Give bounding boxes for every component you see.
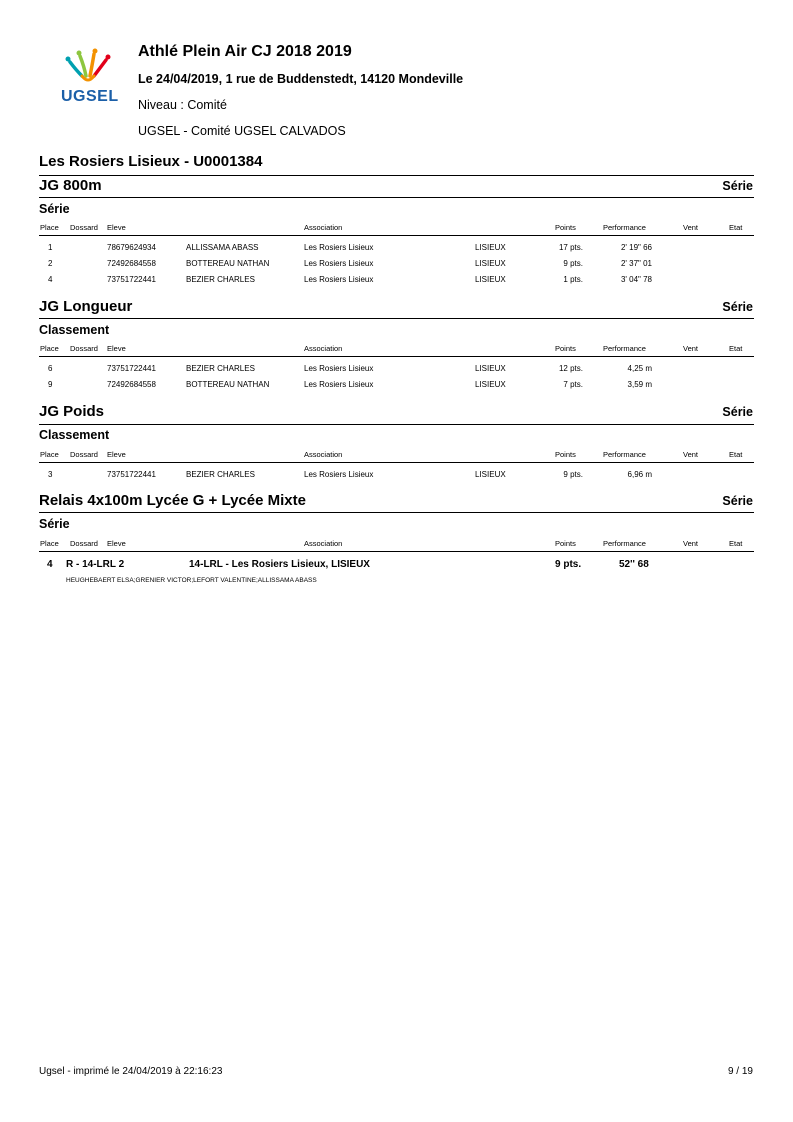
col-performance: Performance: [603, 450, 646, 459]
col-place: Place: [40, 344, 59, 353]
club-title: Les Rosiers Lisieux - U0001384: [39, 153, 263, 170]
cell-performance: 2' 19" 66: [620, 243, 652, 252]
cell-city: LISIEUX: [475, 470, 506, 479]
relay-members: HEUGHEBAERT ELSA;GRENIER VICTOR;LEFORT VALENTINE;ALLISSAMA ABASS: [66, 577, 317, 584]
cell-eleve: BEZIER CHARLES: [186, 470, 255, 479]
col-eleve: Eleve: [107, 223, 126, 232]
relay-place: 4: [47, 559, 53, 570]
event-bottom-rule: [39, 318, 754, 319]
relay-performance: 52'' 68: [619, 559, 649, 570]
cell-place: 2: [48, 259, 53, 268]
cell-association: Les Rosiers Lisieux: [304, 364, 374, 373]
col-dossard: Dossard: [70, 450, 98, 459]
cell-city: LISIEUX: [475, 243, 506, 252]
event-title: JG Longueur: [39, 298, 133, 315]
cell-association: Les Rosiers Lisieux: [304, 380, 374, 389]
col-performance: Performance: [603, 344, 646, 353]
document-subtitle: Le 24/04/2019, 1 rue de Buddenstedt, 14120 Mondeville: [138, 72, 464, 86]
col-association: Association: [304, 344, 343, 353]
cell-place: 9: [48, 380, 53, 389]
cell-place: 6: [48, 364, 53, 373]
col-place: Place: [40, 539, 59, 548]
event-bottom-rule: [39, 197, 754, 198]
event-type: Série: [722, 179, 753, 193]
logo-text: UGSEL: [61, 88, 119, 105]
cell-performance: 3' 04" 78: [620, 275, 652, 284]
cell-performance: 3,59 m: [627, 380, 652, 389]
event-title: JG Poids: [39, 403, 105, 420]
col-vent: Vent: [683, 344, 699, 353]
cell-dossard: 78679624934: [107, 243, 156, 252]
organizer-label: UGSEL - Comité UGSEL CALVADOS: [138, 124, 346, 138]
cell-dossard: 72492684558: [107, 259, 156, 268]
col-etat: Etat: [729, 223, 743, 232]
table-header-rule: [39, 462, 754, 463]
col-etat: Etat: [729, 450, 743, 459]
relay-points: 9 pts.: [555, 559, 582, 570]
col-points: Points: [555, 344, 576, 353]
table-header-rule: [39, 235, 754, 236]
level-label: Niveau : Comité: [138, 98, 227, 112]
col-dossard: Dossard: [70, 539, 98, 548]
cell-dossard: 73751722441: [107, 275, 156, 284]
cell-association: Les Rosiers Lisieux: [304, 259, 374, 268]
col-points: Points: [555, 539, 576, 548]
cell-points: 9 pts.: [563, 259, 583, 268]
cell-points: 12 pts.: [558, 364, 583, 373]
cell-place: 3: [48, 470, 53, 479]
cell-eleve: BEZIER CHARLES: [186, 275, 255, 284]
event-type: Série: [722, 300, 753, 314]
event-bottom-rule: [39, 424, 754, 425]
col-performance: Performance: [603, 539, 646, 548]
cell-city: LISIEUX: [475, 275, 506, 284]
document-title: Athlé Plein Air CJ 2018 2019: [138, 43, 352, 60]
cell-points: 9 pts.: [563, 470, 583, 479]
relay-club: 14-LRL - Les Rosiers Lisieux, LISIEUX: [189, 559, 370, 570]
col-place: Place: [40, 223, 59, 232]
cell-eleve: BEZIER CHARLES: [186, 364, 255, 373]
cell-dossard: 73751722441: [107, 470, 156, 479]
cell-city: LISIEUX: [475, 259, 506, 268]
cell-association: Les Rosiers Lisieux: [304, 470, 374, 479]
cell-place: 1: [48, 243, 53, 252]
col-association: Association: [304, 539, 343, 548]
cell-association: Les Rosiers Lisieux: [304, 275, 374, 284]
col-vent: Vent: [683, 539, 699, 548]
event-title: JG 800m: [39, 177, 102, 194]
footer-printed: Ugsel - imprimé le 24/04/2019 à 22:16:23: [39, 1066, 223, 1077]
event-subtitle: Série: [39, 517, 70, 531]
cell-place: 4: [48, 275, 53, 284]
col-performance: Performance: [603, 223, 646, 232]
col-points: Points: [555, 450, 576, 459]
cell-city: LISIEUX: [475, 380, 506, 389]
event-type: Série: [722, 405, 753, 419]
cell-performance: 6,96 m: [627, 470, 652, 479]
event-subtitle: Classement: [39, 428, 110, 442]
event-type: Série: [722, 494, 753, 508]
cell-eleve: ALLISSAMA ABASS: [186, 243, 259, 252]
relay-team: R - 14-LRL 2: [66, 559, 125, 570]
cell-city: LISIEUX: [475, 364, 506, 373]
col-etat: Etat: [729, 539, 743, 548]
event-bottom-rule: [39, 512, 754, 513]
cell-dossard: 72492684558: [107, 380, 156, 389]
cell-points: 7 pts.: [563, 380, 583, 389]
col-association: Association: [304, 450, 343, 459]
event-top-rule: [39, 175, 754, 176]
col-vent: Vent: [683, 223, 699, 232]
col-points: Points: [555, 223, 576, 232]
col-place: Place: [40, 450, 59, 459]
col-association: Association: [304, 223, 343, 232]
cell-association: Les Rosiers Lisieux: [304, 243, 374, 252]
cell-dossard: 73751722441: [107, 364, 156, 373]
col-vent: Vent: [683, 450, 699, 459]
cell-performance: 2' 37" 01: [620, 259, 652, 268]
event-subtitle: Classement: [39, 323, 110, 337]
cell-eleve: BOTTEREAU NATHAN: [186, 380, 270, 389]
col-dossard: Dossard: [70, 344, 98, 353]
cell-eleve: BOTTEREAU NATHAN: [186, 259, 270, 268]
event-subtitle: Série: [39, 202, 70, 216]
cell-points: 17 pts.: [558, 243, 583, 252]
page-number: 9 / 19: [727, 1066, 753, 1077]
cell-performance: 4,25 m: [627, 364, 652, 373]
col-etat: Etat: [729, 344, 743, 353]
table-header-rule: [39, 356, 754, 357]
table-header-rule: [39, 551, 754, 552]
col-dossard: Dossard: [70, 223, 98, 232]
col-eleve: Eleve: [107, 344, 126, 353]
col-eleve: Eleve: [107, 539, 126, 548]
col-eleve: Eleve: [107, 450, 126, 459]
cell-points: 1 pts.: [563, 275, 583, 284]
event-title: Relais 4x100m Lycée G + Lycée Mixte: [39, 492, 306, 509]
